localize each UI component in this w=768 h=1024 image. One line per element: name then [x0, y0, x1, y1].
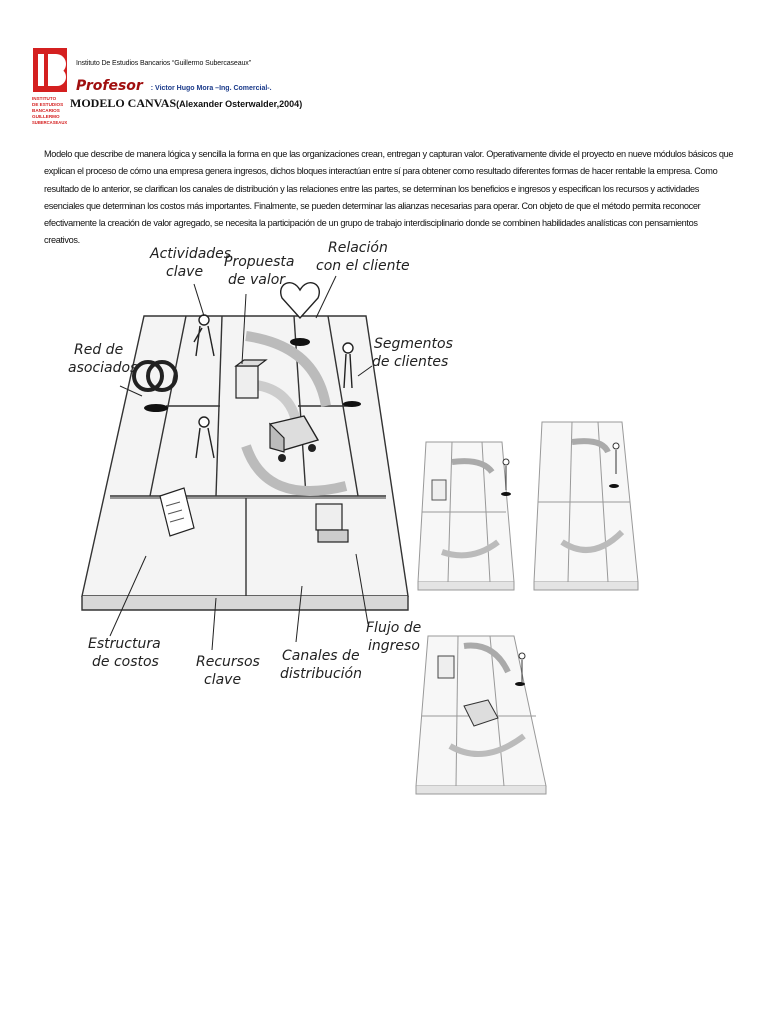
label-flujo-1: Flujo de: [366, 620, 422, 636]
label-actividades-2: clave: [166, 264, 204, 280]
label-recursos-2: clave: [204, 672, 242, 688]
logo-text-2: DE ESTUDIOS: [32, 102, 64, 107]
title-main: MODELO CANVAS: [70, 96, 177, 110]
professor-label: Profesor: [76, 78, 143, 94]
logo-text-4: GUILLERMO: [32, 114, 60, 119]
logo-text-1: INSTITUTO: [32, 96, 57, 101]
label-relacion-2: con el cliente: [316, 258, 410, 274]
description-paragraph: Modelo que describe de manera lógica y sencilla la forma en que las organizaciones crean, entregan y capturan valor. Operativamente divide el proyecto en nueve módulos básicos que explican el proceso de cómo una empresa genera ingresos, dichos bloques interactúan entre sí para obtener como resultado diferentes formas de hacer rentable la empresa. Como resultado de lo anterior, se clarifican los canales de distribución y las relaciones entre las partes, se determinan los beneficios e ingresos y especifican los recursos y actividades esenciales que determinan los costos más importantes. Finalmente, se pueden determinar las alianzas necesarias para operar. Con objeto de que el método permita reconocer efectivamente la creación de valor agregado, se necesita la participación de un grupo de trabajo interdisciplinario donde se combinen habilidades analísticas con pensamientos creativos.: [44, 149, 734, 246]
label-recursos-1: Recursos: [196, 654, 260, 670]
label-canales-2: distribución: [280, 666, 362, 682]
logo-text-3: BANCARIOS: [32, 108, 60, 113]
institute-name: Instituto De Estudios Bancarios “Guillermo Subercaseaux”: [76, 60, 251, 67]
professor-line: [76, 78, 272, 94]
label-red-1: Red de: [74, 342, 124, 358]
mini-canvas-pair: [402, 412, 650, 608]
logo-text-5: SUBERCASEAUX: [32, 120, 68, 125]
label-propuesta-1: Propuesta: [224, 254, 295, 270]
mini-canvas-single: [404, 616, 554, 812]
page-title: [70, 96, 302, 111]
label-flujo-2: ingreso: [368, 638, 420, 654]
label-propuesta-2: de valor: [228, 272, 286, 288]
label-actividades-1: Actividades: [150, 246, 232, 262]
business-model-canvas-illustration: [66, 236, 453, 712]
label-segmentos-2: de clientes: [372, 354, 449, 370]
label-relacion-1: Relación: [328, 240, 388, 256]
label-canales-1: Canales de: [282, 648, 360, 664]
label-segmentos-1: Segmentos: [374, 336, 453, 352]
label-red-2: asociados: [68, 360, 138, 376]
label-estructura-1: Estructura: [88, 636, 161, 652]
professor-value: : Victor Hugo Mora –Ing. Comercial-.: [150, 85, 272, 92]
title-subtitle: (Alexander Osterwalder,2004): [176, 99, 303, 109]
institute-logo: [30, 46, 70, 138]
label-estructura-2: de costos: [92, 654, 159, 670]
